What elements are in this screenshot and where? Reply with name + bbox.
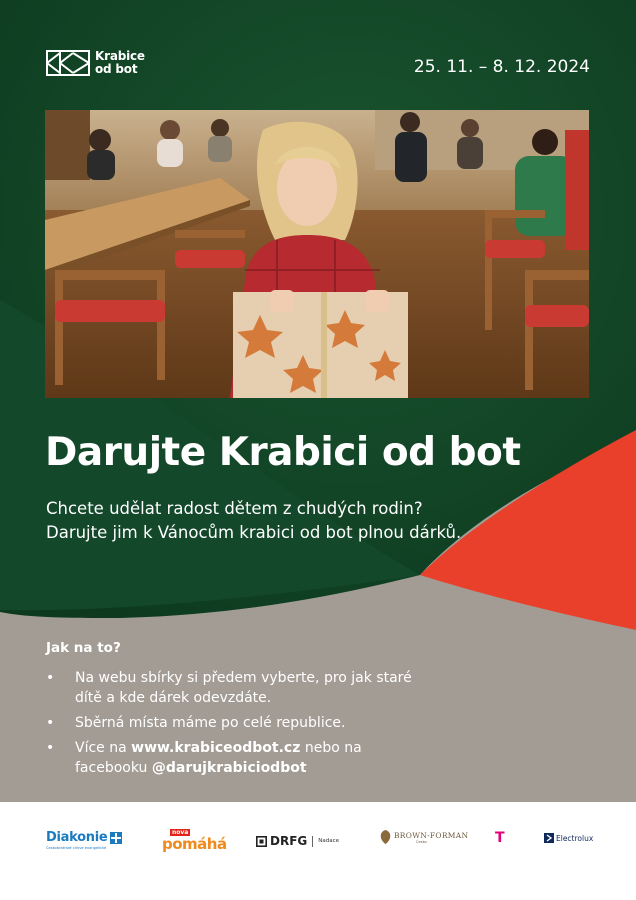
girl-with-gift-photo	[45, 110, 589, 398]
box-logo-icon	[46, 50, 90, 76]
brown-forman-crest-icon	[380, 830, 391, 844]
step-text: Na webu sbírky si předem vyberte, pro jak staré dítě a kde dárek odevzdáte.	[75, 670, 412, 706]
logo-line2: od bot	[95, 62, 138, 76]
diakonie-name: Diakonie	[46, 830, 108, 845]
intro-text: Chcete udělat radost dětem z chudých rodin? Darujte jim k Vánocům krabici od bot plnou dárků.	[46, 499, 462, 542]
sponsor-nova-pomaha	[162, 829, 227, 853]
brown-forman-subtitle: Česko	[416, 839, 427, 844]
diakonie-cross-icon	[110, 832, 122, 844]
bullet: •	[46, 740, 55, 756]
sponsor-electrolux	[544, 833, 593, 843]
list-item	[46, 713, 426, 733]
step-pre: Více na	[75, 740, 132, 756]
headline: Darujte Krabici od bot	[45, 430, 521, 475]
nova-label: nova	[172, 829, 189, 836]
sponsor-drfg	[256, 834, 339, 848]
list-item	[46, 668, 426, 708]
drfg-divider	[312, 836, 313, 847]
pomaha-label: pomáhá	[162, 835, 227, 853]
step-text: Sběrná místa máme po celé republice.	[75, 715, 346, 731]
telekom-t-logo: T	[495, 830, 505, 846]
drfg-name: DRFG	[270, 834, 308, 848]
bullet: •	[46, 670, 55, 686]
diakonie-subtitle: Českobratrské církve evangelické	[46, 846, 107, 850]
sponsor-brown-forman	[380, 830, 468, 844]
facebook-link[interactable]: @darujkrabiciodbot	[151, 760, 307, 776]
campaign-date: 25. 11. – 8. 12. 2024	[413, 57, 590, 77]
sponsor-telekom	[495, 830, 505, 846]
logo-line1: Krabice	[95, 49, 145, 63]
sponsor-bar	[0, 802, 636, 900]
howto-title: Jak na to?	[46, 640, 121, 656]
sponsor-diakonie	[46, 830, 122, 850]
logo-text	[95, 50, 145, 76]
step-mid: nebo na facebooku	[75, 740, 362, 776]
bullet: •	[46, 715, 55, 731]
drfg-subtitle: Nadace	[318, 838, 340, 844]
brown-forman-name: BROWN-FORMAN	[394, 830, 469, 840]
electrolux-name: Electrolux	[556, 833, 594, 843]
list-item	[46, 738, 426, 778]
electrolux-icon	[544, 833, 554, 843]
hero-photo	[45, 110, 589, 398]
logo	[46, 50, 145, 76]
website-link[interactable]: www.krabiceodbot.cz	[131, 740, 301, 756]
howto-list	[46, 668, 426, 783]
drfg-square-icon	[256, 836, 267, 847]
